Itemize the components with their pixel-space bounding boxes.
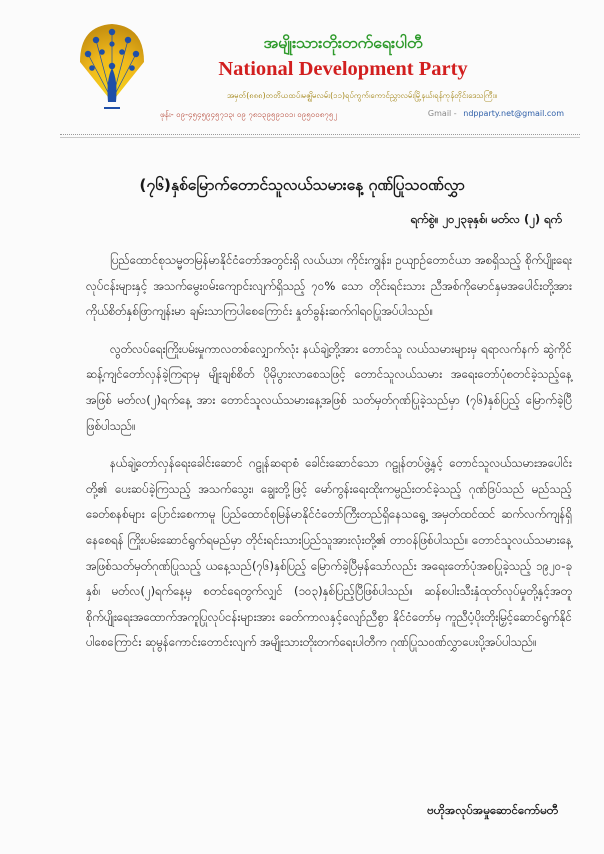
header-divider bbox=[60, 137, 580, 138]
header-divider-dotted bbox=[60, 134, 580, 135]
statement-title: (၇၆)နှစ်မြောက်တောင်သူလယ်သမားနေ့ ဂုဏ်ပြုသဝဏ်လွှာ bbox=[139, 176, 465, 194]
paragraph: လွတ်လပ်ရေးကြိုးပမ်းမှုကာလတစ်လျှောက်လုံး နယ်ချဲ့တို့အား တောင်သူ လယ်သမားများမှ ရရာလက်နက် ဆွဲကိုင်ဆန့်ကျင်တော်လှန်ခဲ့ကြရာမှ မျိုးချစ်စိတ် ပိုမိုပွားလာစေသဖြင့် တောင်သူလယ်သမား အရေးတော်ပုံစတင်ခဲ့သည့်နေ့အဖြစ် မတ်လ(၂)ရက်နေ့ အား တောင်သူလယ်သမားနေ့အဖြစ် သတ်မှတ်ဂုဏ်ပြုခဲ့သည်မှာ (၇၆)နှစ်ပြည့် မြောက်ခဲ့ပြီဖြစ်ပါသည်။ bbox=[86, 341, 572, 433]
party-address: အမှတ်(၈၈၈)တတိယထပ်၊မဇ္ဈိမလမ်း(၁၁)ရပ်ကွက်၊ကောင်ညွှာလမ်းမြို့နယ်၊ရန်ကုန်တိုင်းဒေသကြီး။ bbox=[227, 91, 497, 100]
peacock-logo-icon bbox=[78, 22, 146, 110]
phone-numbers: ဖုန်း- ၀၉-၄၅၄၅၉၄၅၇၁၃၊ ၀၉ ၇၈၁၃၉၅၉၁၀၁၊ ၀၉၅၀၀၈၇၅၂ bbox=[160, 110, 338, 119]
paragraph: နယ်ချဲ့တော်လှန်ရေးခေါင်းဆောင် ဂဠုန်ဆရာစံ ခေါင်းဆောင်သော ဂဠုန်တပ်ဖွဲ့နှင့် တောင်သူလယ်သမားအပေါင်းတို့၏ ပေးဆပ်ခဲ့ကြသည့် အသက်သွေး၊ ချွေးတို့ဖြင့် မော်ကွန်းရေးထိုးကမ္ပည်းတင်ခဲ့သည့် ဂုဏ်ဒြပ်သည် မည်သည့်ခေတ်စနစ်များ ပြောင်းစေကာမူ ပြည်ထောင်စုမြန်မာနိုင်ငံတော်ကြီးတည်ရှိနေသရွေ့ အမှတ်ထင်ထင် ဆက်လက်ကျန်ရှိနေစေရန် ကြိုးပမ်းဆောင်ရွက်ရမည်မှာ တိုင်းရင်းသားပြည်သူအားလုံးတို့၏ တာဝန်ဖြစ်ပါသည်။ တောင်သူလယ်သမားနေ့အဖြစ်သတ်မှတ်ဂုဏ်ပြုသည့် ယနေ့သည်(၇၆)နှစ်ပြည့် မြောက်ခဲ့ပြီမှန်သော်လည်း အရေးတော်ပုံအစပြုခဲ့သည့် ၁၉၂၀-ခုနှစ်၊ မတ်လ(၂)ရက်နေ့မှ စတင်ရေတွက်လျှင် (၁၀၃)နှစ်ပြည့်ပြီဖြစ်ပါသည်။ ဆန်စပါးသီးနှံထုတ်လုပ်မှုတို့နှင့်အတူ စိုက်ပျိုးရေးအထောက်အကူပြုလုပ်ငန်းများအား ခေတ်ကာလနှင့်လျော်ညီစွာ နိုင်ငံတော်မှ ကူညီပံ့ပိုးတိုးမြှင့်ဆောင်ရွက်နိုင်ပါစေကြောင်း ဆုမွန်ကောင်းတောင်းလျက် အမျိုးသားတိုးတက်ရေးပါတီက ဂုဏ်ပြုသဝဏ်လွှာပေးပို့အပ်ပါသည်။ bbox=[86, 456, 572, 650]
gmail-contact bbox=[428, 109, 564, 121]
party-name-english: National Development Party bbox=[218, 58, 468, 80]
gmail-address: ndpparty.net@gmail.com bbox=[463, 109, 564, 118]
signature-committee: ဗဟိုအလုပ်အမှုဆောင်ကော်မတီ bbox=[427, 803, 558, 817]
party-name-burmese: အမျိုးသားတိုးတက်ရေးပါတီ bbox=[263, 33, 423, 52]
statement-date: ရက်စွဲ။ ၂၀၂၃ခုနှစ်၊ မတ်လ (၂) ရက် bbox=[410, 212, 562, 226]
gmail-label: Gmail - bbox=[427, 109, 457, 118]
contact-line bbox=[160, 109, 564, 121]
paragraph: ပြည်ထောင်စုသမ္မတမြန်မာနိုင်ငံတော်အတွင်းရှိ လယ်ယာ၊ ကိုင်းကျွန်း၊ ဥယျာဉ်တောင်ယာ အစရှိသည့် စိုက်ပျိုးရေးလုပ်ငန်းများနှင့် အသက်မွေးဝမ်းကျောင်းလျက်ရှိသည့် ၇၀% သော တိုင်းရင်းသား ညီအစ်ကိုမောင်နှမအပေါင်းတို့အား ကိုယ်စိတ်နှစ်ဖြာကျန်းမာ ချမ်းသာကြပါစေကြောင်း နှုတ်ခွန်းဆက်ဂါရဝပြုအပ်ပါသည်။ bbox=[86, 253, 572, 319]
statement-body bbox=[86, 248, 572, 668]
